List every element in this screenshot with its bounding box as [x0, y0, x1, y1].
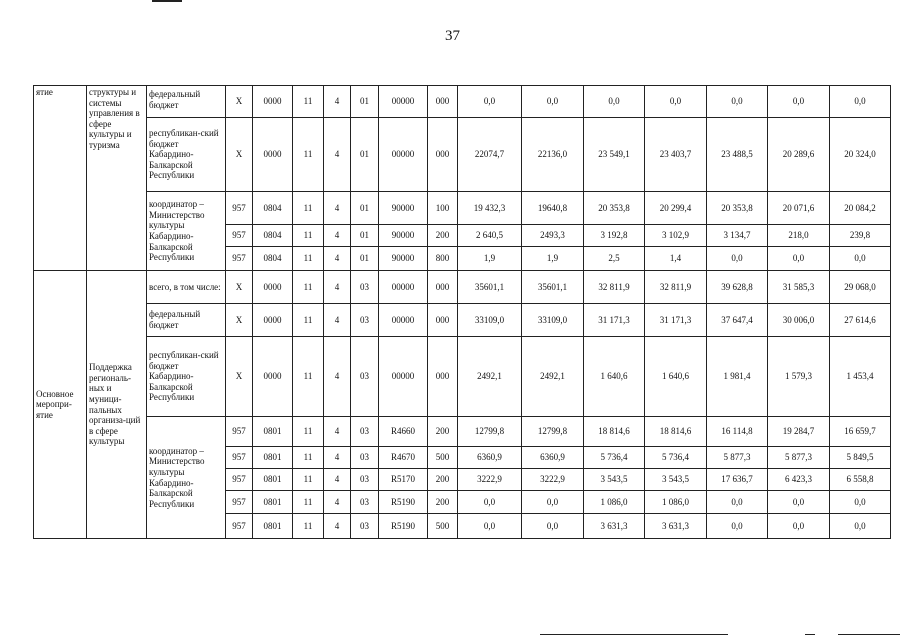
grbs-cell: 957 — [226, 192, 253, 225]
table-row — [34, 118, 891, 192]
grbs-cell: Х — [226, 118, 253, 192]
value-cell: 23 549,1 — [584, 118, 645, 192]
code-cell: 90000 — [379, 247, 428, 271]
value-cell: 19 284,7 — [768, 417, 830, 447]
value-cell: 0,0 — [768, 247, 830, 271]
code-cell: 01 — [351, 225, 379, 247]
table-row — [34, 417, 891, 447]
value-cell: 1 579,3 — [768, 337, 830, 417]
value-cell: 16 659,7 — [830, 417, 891, 447]
value-cell: 0,0 — [768, 514, 830, 539]
value-cell: 5 877,3 — [707, 447, 768, 469]
name-cell: структуры и системы управления в сфере культуры и туризма — [87, 86, 147, 271]
value-cell: 0,0 — [458, 491, 522, 514]
rzpr-cell: 0804 — [253, 225, 293, 247]
value-cell: 18 814,6 — [584, 417, 645, 447]
block1 — [34, 86, 891, 271]
code-cell: 03 — [351, 417, 379, 447]
rzpr-cell: 0801 — [253, 469, 293, 491]
value-cell: 19640,8 — [522, 192, 584, 225]
value-cell: 218,0 — [768, 225, 830, 247]
vr-cell: 500 — [428, 514, 458, 539]
value-cell: 0,0 — [768, 86, 830, 118]
code-cell: R5170 — [379, 469, 428, 491]
value-cell: 20 084,2 — [830, 192, 891, 225]
grbs-cell: 957 — [226, 491, 253, 514]
value-cell: 35601,1 — [458, 271, 522, 304]
value-cell: 0,0 — [830, 491, 891, 514]
vr-cell: 000 — [428, 337, 458, 417]
vr-cell: 200 — [428, 225, 458, 247]
value-cell: 32 811,9 — [645, 271, 707, 304]
value-cell: 33109,0 — [522, 304, 584, 337]
value-cell: 0,0 — [830, 247, 891, 271]
rzpr-cell: 0000 — [253, 271, 293, 304]
grbs-cell: 957 — [226, 417, 253, 447]
grbs-cell: 957 — [226, 447, 253, 469]
value-cell: 2493,3 — [522, 225, 584, 247]
signature-line — [540, 634, 728, 635]
value-cell: 1,4 — [645, 247, 707, 271]
value-cell: 5 849,5 — [830, 447, 891, 469]
value-cell: 0,0 — [458, 86, 522, 118]
rzpr-cell: 0801 — [253, 417, 293, 447]
coordinator-cell: координатор – Министерство культуры Кабардино-Балкарской Республики — [147, 417, 226, 539]
value-cell: 39 628,8 — [707, 271, 768, 304]
value-cell: 6360,9 — [522, 447, 584, 469]
value-cell: 12799,8 — [458, 417, 522, 447]
value-cell: 0,0 — [707, 86, 768, 118]
code-cell: 11 — [293, 271, 324, 304]
value-cell: 6360,9 — [458, 447, 522, 469]
rzpr-cell: 0804 — [253, 192, 293, 225]
vr-cell: 000 — [428, 271, 458, 304]
code-cell: 00000 — [379, 118, 428, 192]
value-cell: 1 086,0 — [645, 491, 707, 514]
value-cell: 20 299,4 — [645, 192, 707, 225]
code-cell: 03 — [351, 271, 379, 304]
value-cell: 3222,9 — [522, 469, 584, 491]
table-row — [34, 192, 891, 225]
value-cell: 3 102,9 — [645, 225, 707, 247]
code-cell: 11 — [293, 225, 324, 247]
code-cell: 11 — [293, 192, 324, 225]
value-cell: 1 640,6 — [645, 337, 707, 417]
rzpr-cell: 0801 — [253, 514, 293, 539]
value-cell: 31 171,3 — [584, 304, 645, 337]
top-mark — [152, 0, 182, 2]
value-cell: 22074,7 — [458, 118, 522, 192]
code-cell: 4 — [324, 447, 351, 469]
code-cell: 00000 — [379, 304, 428, 337]
vr-cell: 200 — [428, 417, 458, 447]
vr-cell: 000 — [428, 118, 458, 192]
value-cell: 20 324,0 — [830, 118, 891, 192]
code-cell: 4 — [324, 118, 351, 192]
code-cell: 11 — [293, 304, 324, 337]
signature-line — [838, 634, 900, 635]
value-cell: 0,0 — [645, 86, 707, 118]
value-cell: 20 353,8 — [584, 192, 645, 225]
value-cell: 0,0 — [707, 247, 768, 271]
block2 — [34, 271, 891, 539]
code-cell: 11 — [293, 491, 324, 514]
value-cell: 0,0 — [830, 86, 891, 118]
code-cell: R5190 — [379, 514, 428, 539]
value-cell: 0,0 — [522, 514, 584, 539]
vr-cell: 800 — [428, 247, 458, 271]
code-cell: 03 — [351, 469, 379, 491]
value-cell: 0,0 — [522, 491, 584, 514]
value-cell: 2 640,5 — [458, 225, 522, 247]
value-cell: 20 353,8 — [707, 192, 768, 225]
value-cell: 1,9 — [522, 247, 584, 271]
table-row — [34, 86, 891, 118]
code-cell: 4 — [324, 225, 351, 247]
code-cell: 01 — [351, 86, 379, 118]
value-cell: 3 543,5 — [584, 469, 645, 491]
rzpr-cell: 0804 — [253, 247, 293, 271]
code-cell: 00000 — [379, 271, 428, 304]
grbs-cell: 957 — [226, 469, 253, 491]
value-cell: 27 614,6 — [830, 304, 891, 337]
code-cell: 4 — [324, 417, 351, 447]
value-cell: 35601,1 — [522, 271, 584, 304]
code-cell: 03 — [351, 304, 379, 337]
value-cell: 12799,8 — [522, 417, 584, 447]
value-cell: 18 814,6 — [645, 417, 707, 447]
code-cell: 4 — [324, 469, 351, 491]
code-cell: 4 — [324, 192, 351, 225]
value-cell: 3 631,3 — [584, 514, 645, 539]
budget-table — [33, 85, 891, 539]
code-cell: 11 — [293, 447, 324, 469]
value-cell: 30 006,0 — [768, 304, 830, 337]
source-cell: республикан-ский бюджет Кабардино-Балкарской Республики — [147, 337, 226, 417]
value-cell: 0,0 — [458, 514, 522, 539]
value-cell: 20 289,6 — [768, 118, 830, 192]
code-cell: 4 — [324, 337, 351, 417]
value-cell: 1 453,4 — [830, 337, 891, 417]
code-cell: 90000 — [379, 225, 428, 247]
value-cell: 6 423,3 — [768, 469, 830, 491]
code-cell: 03 — [351, 491, 379, 514]
status-cell: ятие — [34, 86, 87, 271]
value-cell: 22136,0 — [522, 118, 584, 192]
code-cell: 03 — [351, 337, 379, 417]
value-cell: 20 071,6 — [768, 192, 830, 225]
source-cell: федеральный бюджет — [147, 304, 226, 337]
rzpr-cell: 0801 — [253, 447, 293, 469]
vr-cell: 100 — [428, 192, 458, 225]
code-cell: 03 — [351, 514, 379, 539]
rzpr-cell: 0801 — [253, 491, 293, 514]
vr-cell: 200 — [428, 469, 458, 491]
code-cell: 90000 — [379, 192, 428, 225]
value-cell: 16 114,8 — [707, 417, 768, 447]
code-cell: 11 — [293, 118, 324, 192]
rzpr-cell: 0000 — [253, 304, 293, 337]
code-cell: 00000 — [379, 337, 428, 417]
value-cell: 29 068,0 — [830, 271, 891, 304]
code-cell: 01 — [351, 118, 379, 192]
code-cell: 11 — [293, 514, 324, 539]
grbs-cell: Х — [226, 86, 253, 118]
code-cell: 11 — [293, 247, 324, 271]
code-cell: R4660 — [379, 417, 428, 447]
value-cell: 3 192,8 — [584, 225, 645, 247]
code-cell: R5190 — [379, 491, 428, 514]
code-cell: R4670 — [379, 447, 428, 469]
value-cell: 32 811,9 — [584, 271, 645, 304]
code-cell: 4 — [324, 514, 351, 539]
page-number: 37 — [445, 28, 460, 44]
value-cell: 37 647,4 — [707, 304, 768, 337]
code-cell: 11 — [293, 86, 324, 118]
code-cell: 4 — [324, 304, 351, 337]
source-cell: федеральный бюджет — [147, 86, 226, 118]
value-cell: 3 134,7 — [707, 225, 768, 247]
rzpr-cell: 0000 — [253, 337, 293, 417]
value-cell: 6 558,8 — [830, 469, 891, 491]
rzpr-cell: 0000 — [253, 118, 293, 192]
source-cell: республикан-ский бюджет Кабардино-Балкарской Республики — [147, 118, 226, 192]
grbs-cell: 957 — [226, 514, 253, 539]
value-cell: 23 488,5 — [707, 118, 768, 192]
value-cell: 1,9 — [458, 247, 522, 271]
value-cell: 5 736,4 — [645, 447, 707, 469]
value-cell: 31 585,3 — [768, 271, 830, 304]
value-cell: 0,0 — [830, 514, 891, 539]
value-cell: 2492,1 — [458, 337, 522, 417]
table-row — [34, 337, 891, 417]
coordinator-cell: координатор – Министерство культуры Кабардино-Балкарской Республики — [147, 192, 226, 271]
source-cell: всего, в том числе: — [147, 271, 226, 304]
code-cell: 11 — [293, 417, 324, 447]
value-cell: 5 877,3 — [768, 447, 830, 469]
value-cell: 2,5 — [584, 247, 645, 271]
vr-cell: 500 — [428, 447, 458, 469]
grbs-cell: Х — [226, 304, 253, 337]
value-cell: 0,0 — [522, 86, 584, 118]
value-cell: 33109,0 — [458, 304, 522, 337]
table-row — [34, 304, 891, 337]
code-cell: 4 — [324, 86, 351, 118]
value-cell: 19 432,3 — [458, 192, 522, 225]
grbs-cell: Х — [226, 271, 253, 304]
vr-cell: 200 — [428, 491, 458, 514]
code-cell: 11 — [293, 469, 324, 491]
value-cell: 3 631,3 — [645, 514, 707, 539]
code-cell: 00000 — [379, 86, 428, 118]
value-cell: 0,0 — [707, 514, 768, 539]
code-cell: 4 — [324, 247, 351, 271]
value-cell: 3 543,5 — [645, 469, 707, 491]
code-cell: 03 — [351, 447, 379, 469]
status-cell: Основное меропри-ятие — [34, 271, 87, 539]
rzpr-cell: 0000 — [253, 86, 293, 118]
grbs-cell: Х — [226, 337, 253, 417]
value-cell: 5 736,4 — [584, 447, 645, 469]
code-cell: 4 — [324, 491, 351, 514]
value-cell: 17 636,7 — [707, 469, 768, 491]
grbs-cell: 957 — [226, 225, 253, 247]
value-cell: 1 086,0 — [584, 491, 645, 514]
value-cell: 23 403,7 — [645, 118, 707, 192]
code-cell: 11 — [293, 337, 324, 417]
value-cell: 2492,1 — [522, 337, 584, 417]
code-cell: 01 — [351, 247, 379, 271]
table-row — [34, 271, 891, 304]
name-cell: Поддержка региональ-ных и муници-пальных организа-ций в сфере культуры — [87, 271, 147, 539]
vr-cell: 000 — [428, 86, 458, 118]
value-cell: 3222,9 — [458, 469, 522, 491]
grbs-cell: 957 — [226, 247, 253, 271]
value-cell: 0,0 — [768, 491, 830, 514]
value-cell: 1 981,4 — [707, 337, 768, 417]
code-cell: 01 — [351, 192, 379, 225]
value-cell: 239,8 — [830, 225, 891, 247]
value-cell: 1 640,6 — [584, 337, 645, 417]
value-cell: 0,0 — [707, 491, 768, 514]
code-cell: 4 — [324, 271, 351, 304]
vr-cell: 000 — [428, 304, 458, 337]
value-cell: 31 171,3 — [645, 304, 707, 337]
value-cell: 0,0 — [584, 86, 645, 118]
signature-line — [805, 634, 815, 635]
